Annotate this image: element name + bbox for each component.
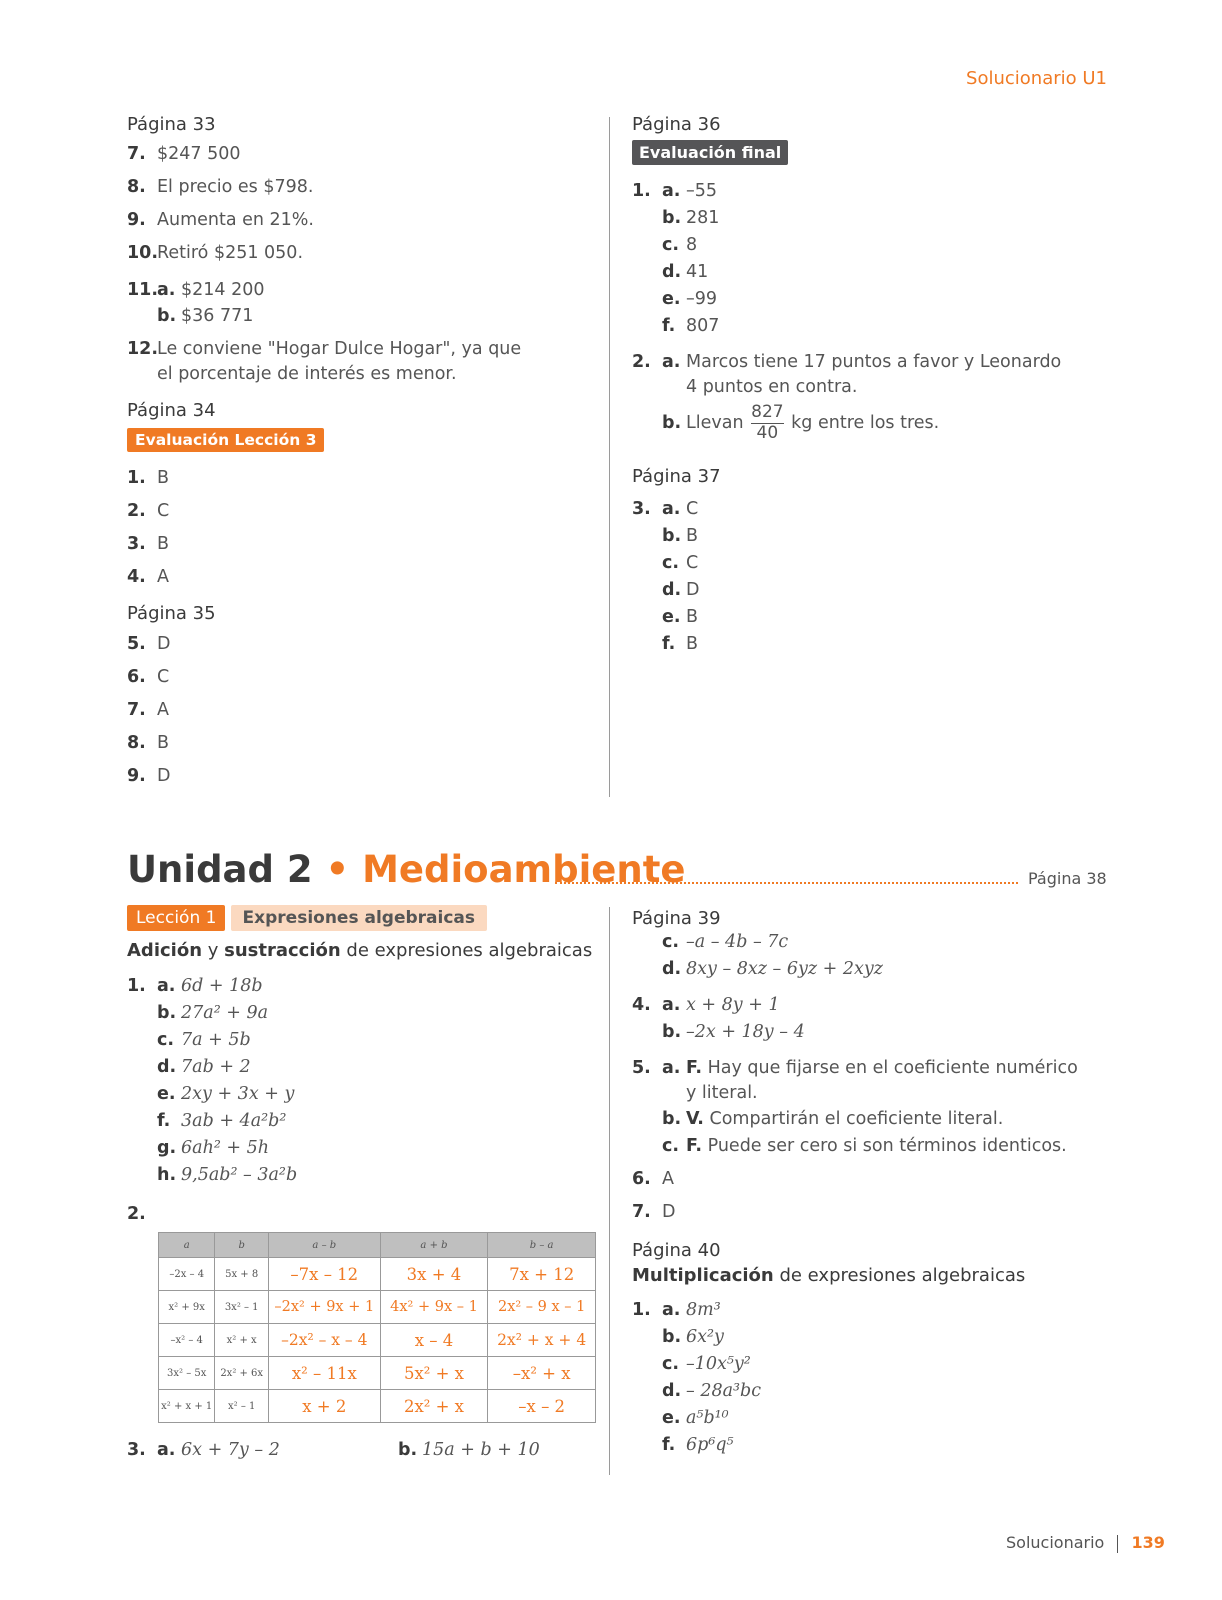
table-cell: 2x² – 9 x – 1 [488,1291,596,1324]
table-cell: –x² – 4 [159,1324,215,1357]
right-bottom-column [632,0,1112,1500]
table-cell: 2x² + x [380,1390,488,1423]
answer-subitem: d. D [662,580,700,600]
answer-item: 9. Aumenta en 21%. [127,210,314,230]
answer-subitem: e. a⁵b¹⁰ [662,1408,729,1428]
answer-subitem: e. 2xy + 3x + y [157,1084,295,1104]
answer-item: 6. C [127,667,170,687]
section-heading: Multiplicación de expresiones algebraicas [632,1265,1026,1286]
answer-subitem: f. 807 [662,316,720,336]
lesson-name-badge: Expresiones algebraicas [231,905,487,931]
page-heading-33: Página 33 [127,114,216,135]
column-divider-top [609,117,610,797]
table-row [159,1357,596,1390]
table-cell: 5x² + x [380,1357,488,1390]
footer-divider [1117,1535,1118,1553]
table-cell: –x² + x [488,1357,596,1390]
answer-subitem: b. 15a + b + 10 [398,1440,540,1460]
table-cell: –2x – 4 [159,1258,215,1291]
table-cell: x + 2 [268,1390,380,1423]
unit-page-ref: Página 38 [1028,869,1107,888]
table-header: a + b [380,1233,488,1258]
answer-continuation: 4 puntos en contra. [686,377,858,397]
answer-subitem: c. C [662,553,699,573]
answer-subitem: b. V. Compartirán el coeficiente literal. [662,1109,1004,1129]
answer-continuation: el porcentaje de interés es menor. [157,364,457,384]
answer-item: 6. A [632,1169,674,1189]
section-heading: Adición y sustracción de expresiones algebraicas [127,940,593,961]
answer-subitem: b. B [662,526,699,546]
answer-item: 10.Retiró $251 050. [127,243,304,263]
answer-subitem: b. 27a² + 9a [157,1003,269,1023]
answer-item: 7. A [127,700,169,720]
page-header: Solucionario U1 [966,68,1107,89]
answer-item: 2. C [127,501,170,521]
table-header: a [159,1233,215,1258]
table-cell: 3x + 4 [380,1258,488,1291]
answer-subitem: f. 6p⁶q⁵ [662,1435,734,1455]
answer-item: 11.a. $214 200 [127,280,265,300]
answer-item: 9. D [127,766,171,786]
answer-item: 3. a. C [632,499,699,519]
page-heading-35: Página 35 [127,603,216,624]
page-heading-36: Página 36 [632,114,721,135]
answer-subitem: c. 7a + 5b [157,1030,251,1050]
answer-subitem-fraction: b. Llevan $\frac{827}{40}$ kg entre los tres. [662,402,940,443]
table-cell: x – 4 [380,1324,488,1357]
answer-item: 3. B [127,534,170,554]
table-cell: x² + x [215,1324,269,1357]
page-heading-37: Página 37 [632,466,721,487]
operations-table [158,1232,596,1423]
answer-item: 12.Le conviene "Hogar Dulce Hogar", ya que [127,339,522,359]
answer-item: 1. B [127,468,170,488]
answer-item: 2. [127,1204,146,1224]
page-number: 139 [1131,1533,1165,1552]
lesson-number-badge: Lección 1 [127,905,225,931]
table-cell: –x – 2 [488,1390,596,1423]
answer-subitem: f. 3ab + 4a²b² [157,1111,287,1131]
page-heading-34: Página 34 [127,400,216,421]
answer-subitem: e. B [662,607,699,627]
answer-item: 5. D [127,634,171,654]
table-row [159,1291,596,1324]
table-cell: x² – 11x [268,1357,380,1390]
answer-subitem: c. 8 [662,235,698,255]
answer-subitem: b. 6x²y [662,1327,724,1347]
answer-subitem: f. B [662,634,699,654]
table-header: b – a [488,1233,596,1258]
answer-subitem: c. –a – 4b – 7c [662,932,789,952]
answer-item: 1. a. 6d + 18b [127,976,263,996]
answer-subitem: g. 6ah² + 5h [157,1138,270,1158]
answer-subitem: b. 281 [662,208,720,228]
answer-item: 8. B [127,733,170,753]
answer-subitem: d. – 28a³bc [662,1381,762,1401]
answer-item: 1. a. –55 [632,181,718,201]
answer-item: 7. D [632,1202,676,1222]
answer-subitem: c. F. Puede ser cero si son términos identicos. [662,1136,1067,1156]
unit-title: Unidad 2 • Medioambiente [127,848,686,891]
table-cell: 4x² + 9x – 1 [380,1291,488,1324]
table-cell: 3x² – 1 [215,1291,269,1324]
table-cell: 3x² – 5x [159,1357,215,1390]
table-cell: –7x – 12 [268,1258,380,1291]
table-cell: –2x² + 9x + 1 [268,1291,380,1324]
answer-continuation: y literal. [686,1083,758,1103]
answer-subitem: b. –2x + 18y – 4 [662,1022,805,1042]
answer-subitem: b. $36 771 [157,306,254,326]
answer-item: 2. a. Marcos tiene 17 puntos a favor y Leonardo [632,352,1062,372]
badge-evaluacion-leccion: Evaluación Lección 3 [127,430,324,451]
answer-subitem: c. –10x⁵y² [662,1354,751,1374]
answer-subitem: h. 9,5ab² – 3a²b [157,1165,298,1185]
answer-subitem: d. 41 [662,262,709,282]
table-cell: 5x + 8 [215,1258,269,1291]
table-cell: x² – 1 [215,1390,269,1423]
answer-subitem: e. –99 [662,289,718,309]
answer-subitem: d. 8xy – 8xz – 6yz + 2xyz [662,959,884,979]
table-cell: 7x + 12 [488,1258,596,1291]
table-cell: 2x² + 6x [215,1357,269,1390]
table-row [159,1258,596,1291]
fraction: $\frac{827}{40}$ [751,402,784,443]
table-header: b [215,1233,269,1258]
page-heading-39: Página 39 [632,908,721,929]
footer-label: Solucionario [1006,1533,1105,1552]
table-row [159,1324,596,1357]
table-header: a – b [268,1233,380,1258]
page-footer [1006,1533,1165,1553]
table-cell: x² + 9x [159,1291,215,1324]
table-cell: 2x² + x + 4 [488,1324,596,1357]
answer-item: 5. a. F. Hay que fijarse en el coeficiente numérico [632,1058,1078,1078]
answer-item: 1. a. 8m³ [632,1300,721,1320]
answer-item: 3. a. 6x + 7y – 2 [127,1440,280,1460]
table-cell: –2x² – x – 4 [268,1324,380,1357]
page-heading-40: Página 40 [632,1240,721,1261]
column-divider-bottom [609,907,610,1475]
answer-item: 7. $247 500 [127,144,241,164]
answer-subitem: d. 7ab + 2 [157,1057,251,1077]
answer-item: 8. El precio es $798. [127,177,314,197]
table-row [159,1390,596,1423]
table-cell: x² + x + 1 [159,1390,215,1423]
badge-evaluacion-final: Evaluación final [632,143,788,164]
answer-item: 4. a. x + 8y + 1 [632,995,780,1015]
answer-item: 4. A [127,567,169,587]
